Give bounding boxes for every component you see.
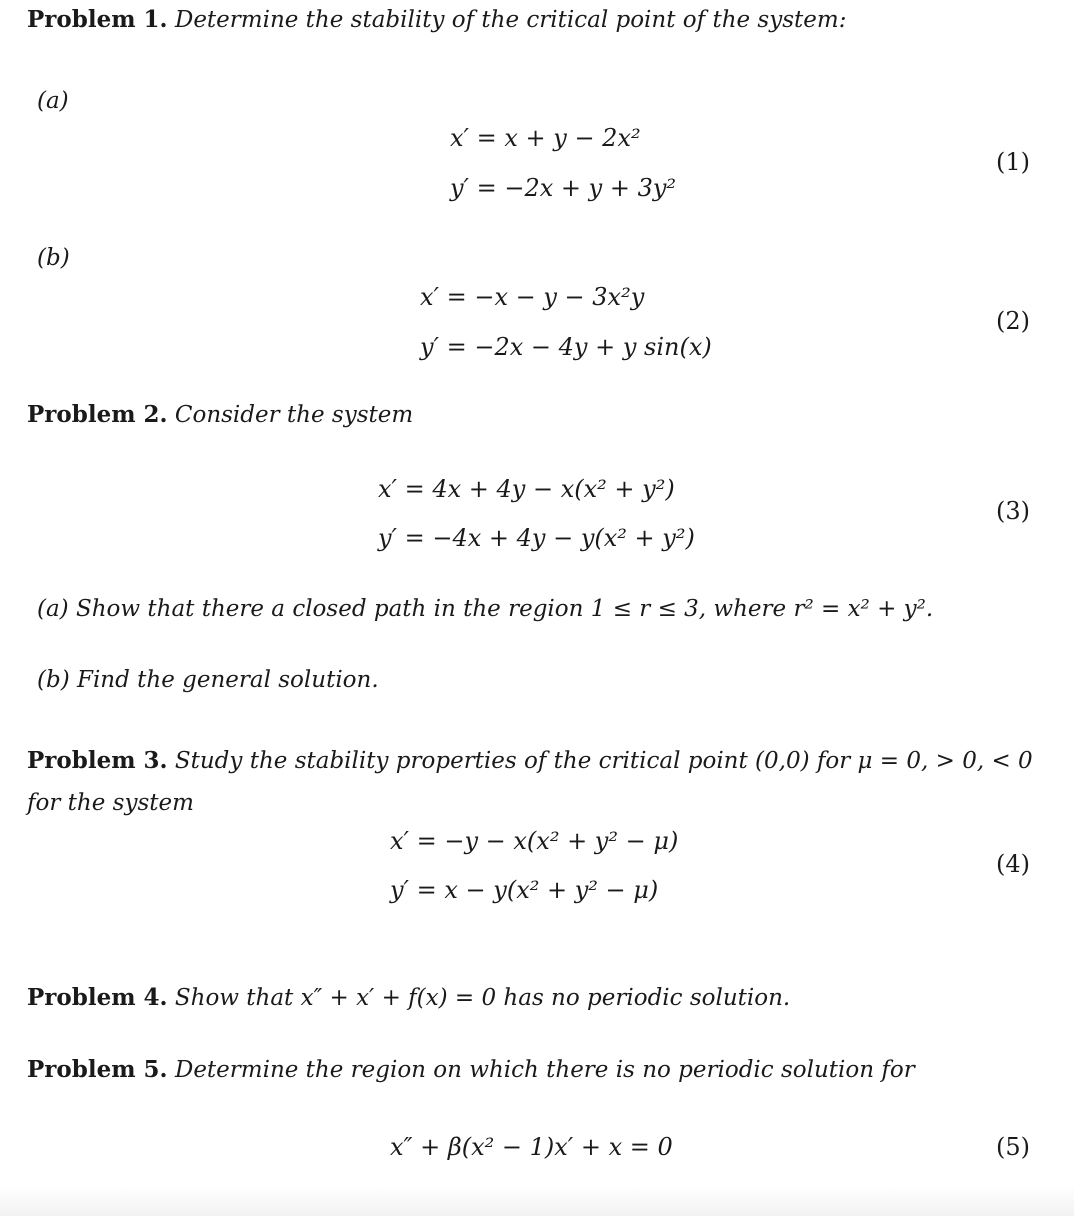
page-bottom-edge [0,1186,1074,1216]
problem-3-equation-1: x′ = −y − x(x² + y² − μ) [390,827,679,855]
equation-number-4: (4) [996,850,1030,878]
equation-number-2: (2) [996,307,1030,335]
problem-1-heading [27,6,846,33]
problem-2-heading [27,401,413,428]
problem-2a-text: (a) Show that there a closed path in the region 1 ≤ r ≤ 3, where r² = x² + y². [37,596,934,622]
problem-1b-label: (b) [37,245,70,271]
problem-2b-text: (b) Find the general solution. [37,667,379,693]
equation-number-3: (3) [996,497,1030,525]
problem-1a-label: (a) [37,88,69,114]
problem-1-label: Problem 1. [27,6,168,33]
problem-1-text: Determine the stability of the critical point of the system: [174,7,847,33]
problem-1a-equation-2: y′ = −2x + y + 3y² [450,174,677,202]
problem-2-text: Consider the system [174,402,414,428]
problem-2-equation-2: y′ = −4x + 4y − y(x² + y²) [378,524,695,552]
problem-5-text: Determine the region on which there is no periodic solution for [174,1057,915,1083]
problem-5-equation: x″ + β(x² − 1)x′ + x = 0 [390,1133,673,1161]
problem-1b-equation-2: y′ = −2x − 4y + y sin(x) [420,333,712,361]
problem-1b-equation-1: x′ = −x − y − 3x²y [420,283,645,311]
equation-number-1: (1) [996,148,1030,176]
problem-3-heading [27,747,1033,774]
problem-4-label: Problem 4. [27,984,168,1011]
problem-1a-equation-1: x′ = x + y − 2x² [450,124,641,152]
problem-3-text-continuation: for the system [27,790,194,816]
equation-number-5: (5) [996,1133,1030,1161]
problem-4-heading [27,984,790,1011]
problem-3-label: Problem 3. [27,747,168,774]
problem-2-equation-1: x′ = 4x + 4y − x(x² + y²) [378,475,675,503]
problem-4-text: Show that x″ + x′ + f(x) = 0 has no periodic solution. [174,985,791,1011]
problem-3-equation-2: y′ = x − y(x² + y² − μ) [390,876,659,904]
problem-2-label: Problem 2. [27,401,168,428]
problem-5-label: Problem 5. [27,1056,168,1083]
problem-5-heading [27,1056,915,1083]
problem-3-text: Study the stability properties of the critical point (0,0) for μ = 0, > 0, < 0 [174,748,1033,774]
